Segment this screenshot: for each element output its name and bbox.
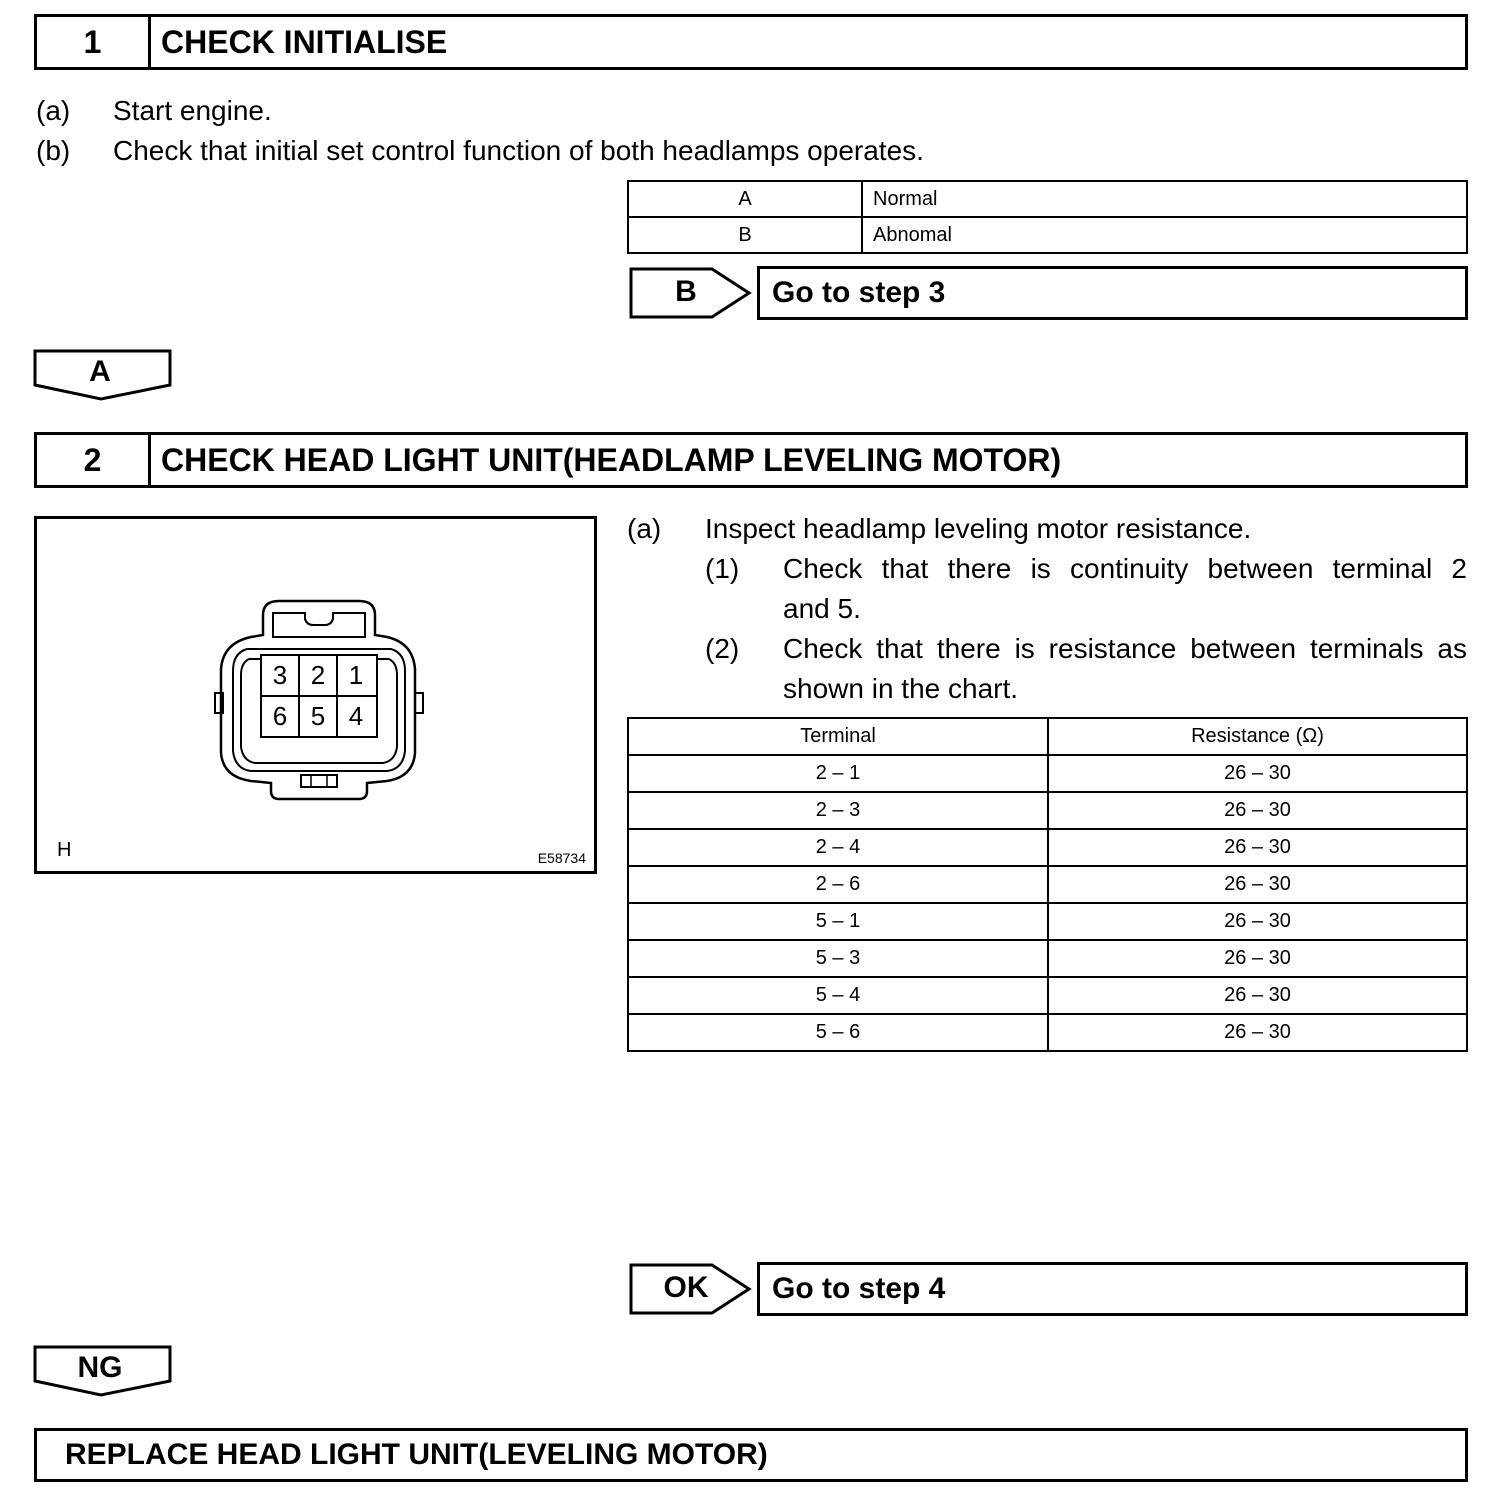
table-row: [628, 977, 1467, 1014]
terminal-4-label: 4: [348, 701, 364, 731]
step1-number: 1: [37, 17, 151, 67]
step1-item-b-text: Check that initial set control function of both headlamps operates.: [113, 135, 924, 166]
step2-sub2-marker: (2): [705, 633, 740, 664]
table-row: [628, 792, 1467, 829]
resistance-table: [627, 717, 1468, 1052]
terminal-cell: 5 – 1: [628, 903, 1048, 940]
terminal-cell: 2 – 4: [628, 829, 1048, 866]
resistance-cell: 26 – 30: [1048, 940, 1467, 977]
terminal-1-label: 1: [348, 660, 364, 690]
terminal-cell: 5 – 4: [628, 977, 1048, 1014]
terminal-3-label: 3: [272, 660, 288, 690]
step1-result-table: [627, 180, 1468, 254]
final-action-title: REPLACE HEAD LIGHT UNIT(LEVELING MOTOR): [65, 1438, 768, 1471]
go-to-step-4-box[interactable]: Go to step 4: [757, 1262, 1468, 1316]
branch-b-label: B: [675, 275, 697, 308]
resistance-header: Resistance (Ω): [1048, 718, 1467, 755]
step2-title: CHECK HEAD LIGHT UNIT(HEADLAMP LEVELING MOTOR): [161, 441, 1062, 478]
step1-title: CHECK INITIALISE: [161, 23, 448, 60]
resistance-cell: 26 – 30: [1048, 977, 1467, 1014]
terminal-cell: 2 – 1: [628, 755, 1048, 792]
branch-ng-label: NG: [77, 1351, 123, 1384]
step2-item-a-marker: (a): [627, 513, 662, 544]
result-code-cell: A: [628, 181, 862, 217]
step2-sub2-line2: shown in the chart.: [783, 673, 1019, 704]
table-row: [628, 217, 1467, 253]
terminal-6-label: 6: [272, 701, 288, 731]
resistance-cell: 26 – 30: [1048, 829, 1467, 866]
terminal-5-label: 5: [310, 701, 326, 731]
table-header-row: [628, 718, 1467, 755]
resistance-cell: 26 – 30: [1048, 1014, 1467, 1051]
result-text-cell: Abnomal: [862, 217, 1467, 253]
terminal-header: Terminal: [628, 718, 1048, 755]
figure-id: E58734: [537, 850, 586, 866]
resistance-cell: 26 – 30: [1048, 755, 1467, 792]
figure-corner-letter: H: [57, 839, 72, 861]
resistance-cell: 26 – 30: [1048, 903, 1467, 940]
step1-item-a-marker: (a): [36, 95, 71, 126]
terminal-cell: 2 – 6: [628, 866, 1048, 903]
table-row: [628, 1014, 1467, 1051]
table-row: [628, 829, 1467, 866]
branch-ok-label: OK: [663, 1271, 709, 1304]
branch-a-label: A: [89, 355, 111, 388]
step2-number: 2: [37, 435, 151, 485]
step2-item-a-text: Inspect headlamp leveling motor resistance.: [705, 513, 1252, 544]
terminal-cell: 5 – 3: [628, 940, 1048, 977]
step2-sub1-line2: and 5.: [783, 593, 861, 624]
step1-item-b-marker: (b): [36, 135, 71, 166]
step1-item-a-text: Start engine.: [113, 95, 272, 126]
terminal-cell: 2 – 3: [628, 792, 1048, 829]
connector-figure: [34, 516, 597, 874]
table-row: [628, 866, 1467, 903]
result-text-cell: Normal: [862, 181, 1467, 217]
table-row: [628, 903, 1467, 940]
resistance-cell: 26 – 30: [1048, 866, 1467, 903]
step1-header: [34, 14, 1468, 70]
table-row: [628, 181, 1467, 217]
step2-sub2-line1: Check that there is resistance between terminals as: [783, 633, 1467, 664]
go-to-step-3-box[interactable]: Go to step 3: [757, 266, 1468, 320]
result-code-cell: B: [628, 217, 862, 253]
step2-sub1-line1: Check that there is continuity between terminal 2: [783, 553, 1467, 584]
resistance-cell: 26 – 30: [1048, 792, 1467, 829]
step2-header: [34, 432, 1468, 488]
final-action-box: [34, 1428, 1468, 1482]
terminal-cell: 5 – 6: [628, 1014, 1048, 1051]
table-row: [628, 755, 1467, 792]
terminal-2-label: 2: [310, 660, 326, 690]
step2-sub1-marker: (1): [705, 553, 740, 584]
table-row: [628, 940, 1467, 977]
